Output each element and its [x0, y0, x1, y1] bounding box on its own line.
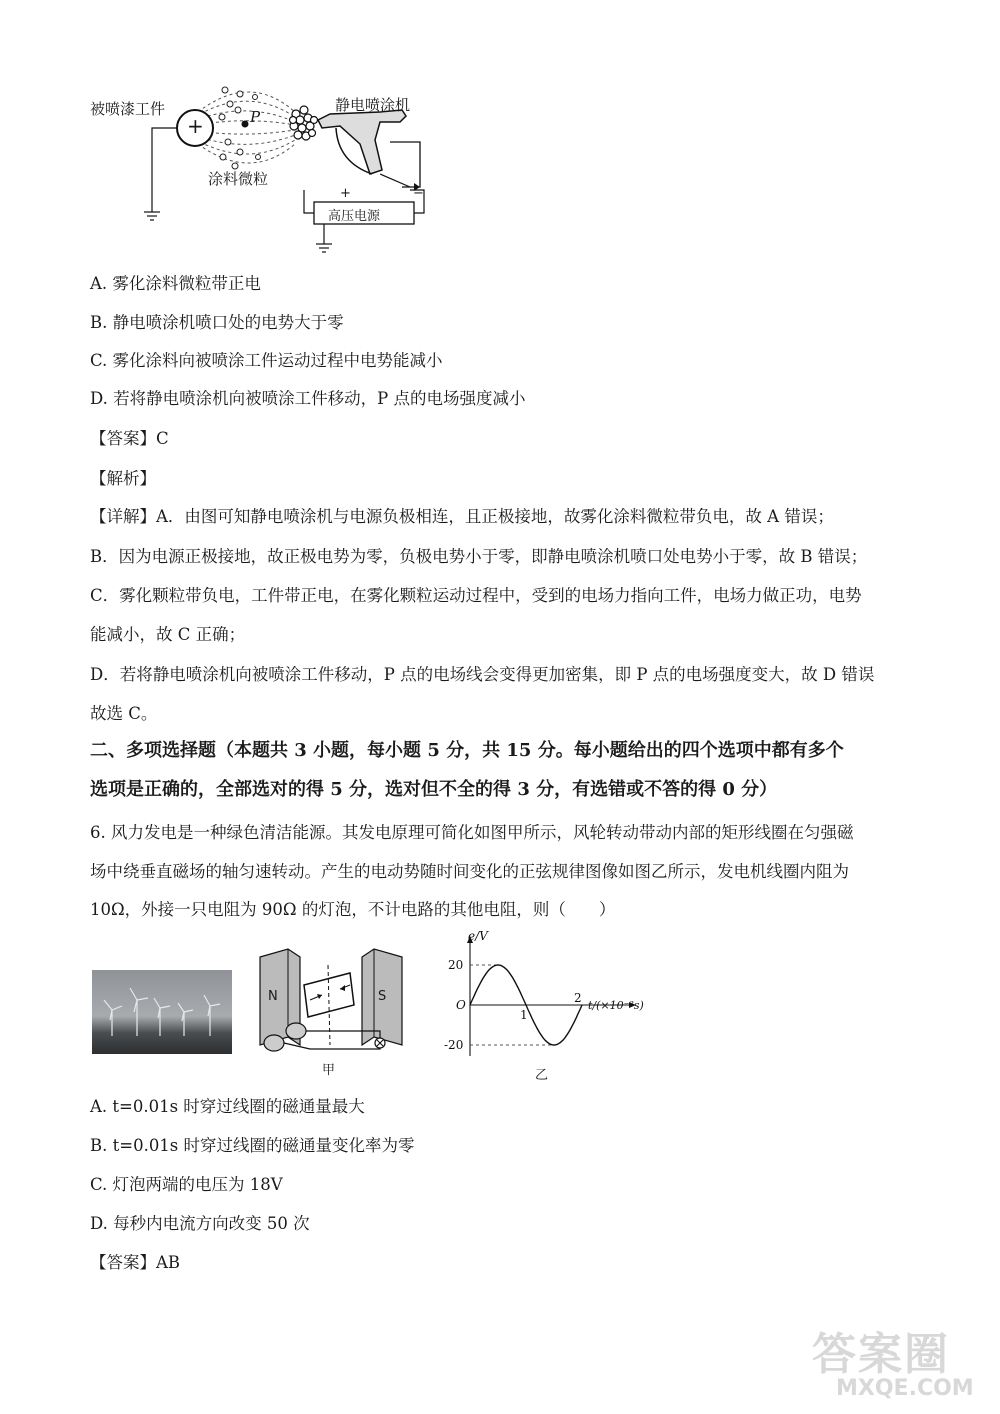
watermark-logo: 答案圈	[812, 1329, 950, 1380]
q5-option-a: A. 雾化涂料微粒带正电	[90, 274, 261, 293]
q6-option-b: B. t=0.01s 时穿过线圈的磁通量变化率为零	[90, 1136, 415, 1155]
q6-option-c: C. 灯泡两端的电压为 18V	[90, 1175, 283, 1194]
section-heading-cont: 选项是正确的，全部选对的得 5 分，选对但不全的得 3 分，有选错或不答的得 0 分）	[90, 779, 778, 800]
particles-label: 涂料微粒	[208, 170, 269, 188]
gun-label: 静电喷涂机	[335, 96, 411, 114]
q5-detail-line: 【详解】A．由图可知静电喷涂机与电源负极相连，且正极接地，故雾化涂料微粒带负电，故 A 错误；	[90, 507, 834, 526]
q5-detail-line: D．若将静电喷涂机向被喷涂工件移动，P 点的电场线会变得更加密集，即 P 点的电场强度变大，故 D 错误	[90, 665, 875, 684]
q5-detail-line: 故选 C。	[90, 704, 158, 723]
y-tick-label: 20	[448, 958, 464, 972]
power-label: 高压电源	[328, 209, 381, 224]
section-heading: 二、多项选择题（本题共 3 小题，每小题 5 分，共 15 分。每小题给出的四个选项中都有多个	[90, 740, 844, 761]
x-tick-label: 2	[574, 991, 582, 1005]
magnet-s-label: S	[378, 989, 387, 1004]
wind-farm-photo	[92, 970, 232, 1054]
turbines-image	[92, 970, 232, 1054]
q5-detail-line: 能减小，故 C 正确；	[90, 625, 246, 644]
fig-jia-caption: 甲	[322, 1063, 336, 1078]
q5-detail-line: C．雾化颗粒带负电，工件带正电，在雾化颗粒运动过程中，受到的电场力指向工件，电场力做正功，电势	[90, 586, 862, 605]
y-tick-label: -20	[444, 1038, 464, 1052]
q5-answer: 【答案】C	[90, 429, 169, 448]
emf-chart-plot	[440, 928, 650, 1063]
origin-label: O	[456, 998, 466, 1012]
q6-stem-line: 6. 风力发电是一种绿色清洁能源。其发电原理可简化如图甲所示，风轮转动带动内部的矩形线圈在匀强磁	[90, 823, 854, 842]
emf-chart	[440, 928, 650, 1088]
power-minus: −	[413, 186, 424, 201]
point-p	[242, 121, 249, 128]
spray-diagram	[80, 62, 440, 262]
y-axis-label: e/V	[468, 929, 488, 943]
q6-stem-line: 场中绕垂直磁场的轴匀速转动。产生的电动势随时间变化的正弦规律图像如图乙所示，发电机线圈内阻为	[90, 862, 849, 881]
q5-analysis-heading: 【解析】	[90, 469, 156, 488]
q6-option-a: A. t=0.01s 时穿过线圈的磁通量最大	[90, 1097, 365, 1116]
workpiece-label: 被喷漆工件	[90, 100, 166, 118]
generator-figure	[250, 945, 410, 1078]
point-p-label: P	[250, 108, 261, 126]
spray-figure	[80, 62, 440, 262]
watermark-url: MXQE.COM	[836, 1376, 974, 1401]
q5-option-c: C. 雾化涂料向被喷涂工件运动过程中电势能减小	[90, 351, 443, 370]
q5-option-b: B. 静电喷涂机喷口处的电势大于零	[90, 313, 344, 332]
workpiece-sign: +	[187, 114, 204, 138]
x-tick-label: 1	[520, 1008, 528, 1022]
q6-stem-line: 10Ω，外接一只电阻为 90Ω 的灯泡，不计电路的其他电阻，则（ ）	[90, 900, 616, 919]
q6-answer: 【答案】AB	[90, 1253, 181, 1272]
fig-yi-caption: 乙	[535, 1068, 549, 1083]
magnet-n-label: N	[268, 989, 278, 1004]
power-plus: +	[340, 186, 351, 201]
q5-detail-line: B．因为电源正极接地，故正极电势为零，负极电势小于零，即静电喷涂机喷口处电势小于零，故 B 错误；	[90, 547, 868, 566]
q5-option-d: D. 若将静电喷涂机向被喷涂工件移动，P 点的电场强度减小	[90, 389, 526, 408]
x-axis-label: t/(×10⁻²s)	[588, 999, 644, 1012]
q6-option-d: D. 每秒内电流方向改变 50 次	[90, 1214, 310, 1233]
